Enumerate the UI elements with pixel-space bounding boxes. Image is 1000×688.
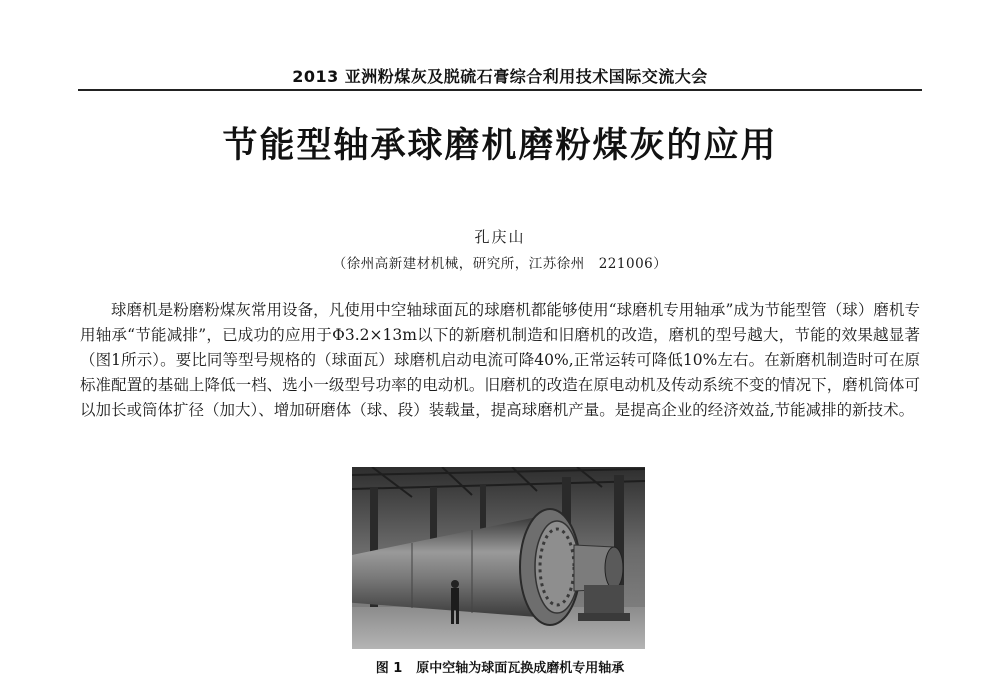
conference-header: 2013 亚洲粉煤灰及脱硫石膏综合利用技术国际交流大会 [292,67,708,86]
figure-number: 图 1 [375,661,403,676]
figure-ball-mill-photo [352,467,645,649]
author-name: 孔庆山 [474,228,526,246]
body-paragraph: 球磨机是粉磨粉煤灰常用设备，凡使用中空轴球面瓦的球磨机都能够使用“球磨机专用轴承”成为节能型管（球）磨机专用轴承“节能减排”，已成功的应用于Φ3.2×13m以下的新磨机制造和旧磨机的改造，磨机的型号越大，节能的效果越显著（图1所示）。要比同等型号规格的（球面瓦）球磨机启动电流可降40%,正常运转可降低10%左右。在新磨机制造时可在原标准配置的基础上降低一档、选小一级型号功率的电动机。旧磨机的改造在原电动机及传动系统不变的情况下，磨机筒体可以加长或筒体扩径（加大）、增加研磨体（球、段）装载量，提高球磨机产量。是提高企业的经济效益,节能减排的新技术。 [80,301,920,419]
header-rule [78,89,922,91]
paper-title: 节能型轴承球磨机磨粉煤灰的应用 [222,126,778,166]
author-affiliation: （徐州高新建材机械，研究所，江苏徐州 221006） [332,256,668,272]
figure-caption-text: 原中空轴为球面瓦换成磨机专用轴承 [416,661,625,676]
figure-caption [0,657,1000,676]
ball-mill-photo [352,467,645,649]
